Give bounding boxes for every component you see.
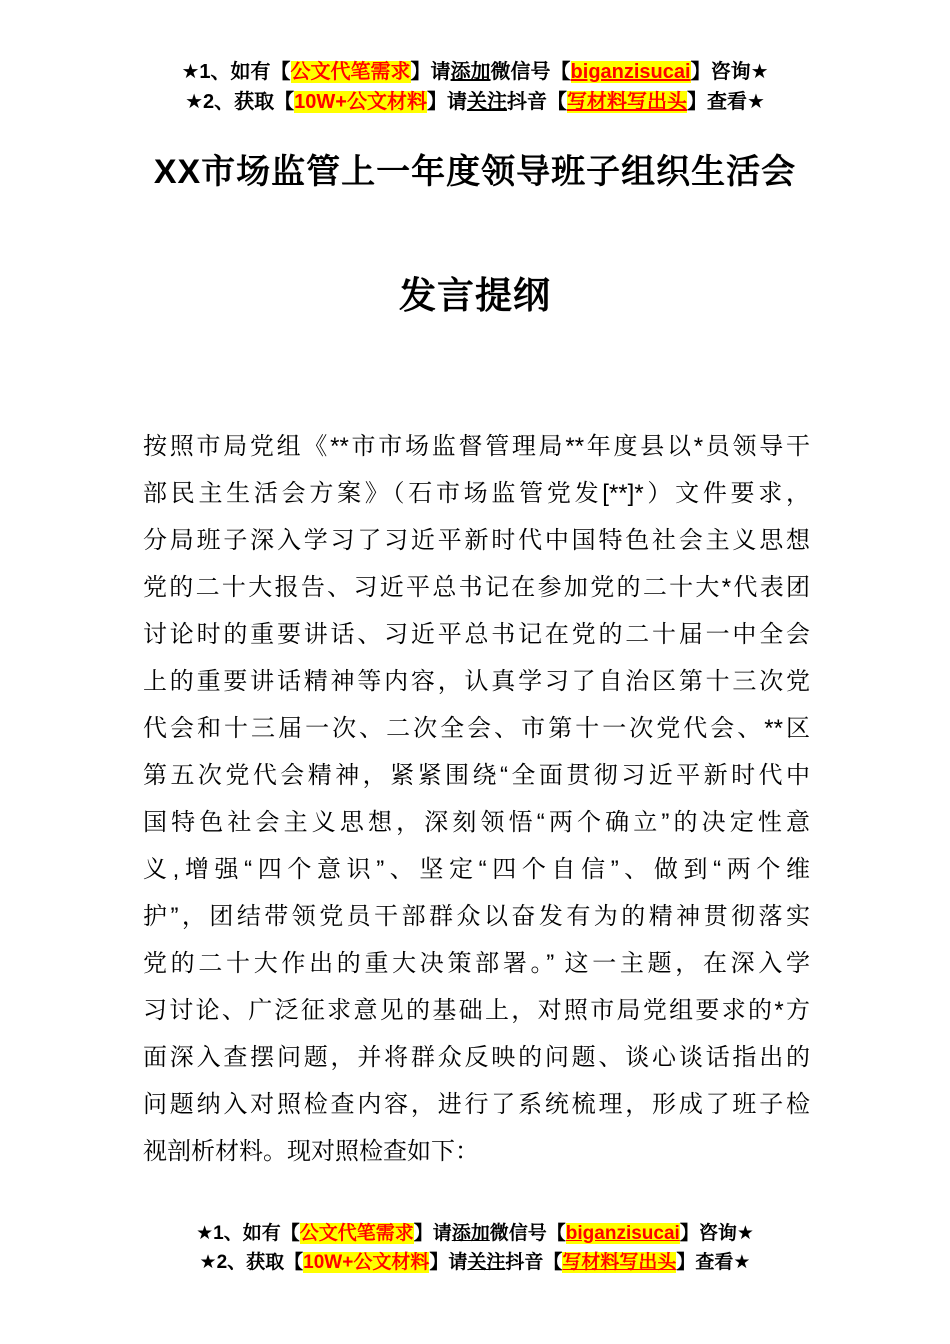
promo-text: 】请 bbox=[413, 1223, 452, 1244]
body-text-line: 代会和十三届一次、二次全会、市第十一次党代会、**区 bbox=[143, 715, 810, 742]
promo-wechat-id: biganzisucai bbox=[565, 1223, 680, 1244]
promo-highlight-term: 公文代笔需求 bbox=[290, 61, 411, 83]
promo-text: 抖音【 bbox=[505, 1252, 563, 1273]
promo-footer-line-2 bbox=[0, 1248, 950, 1277]
promo-text: 微信号【 bbox=[489, 1223, 566, 1244]
promo-footer bbox=[0, 1219, 950, 1277]
promo-text: ★1、如有【 bbox=[196, 1223, 300, 1244]
body-text-line: 习讨论、广泛征求意见的基础上，对照市局党组要求的*方 bbox=[143, 997, 810, 1024]
body-text-line: 分局班子深入学习了习近平新时代中国特色社会主义思想 bbox=[143, 527, 810, 554]
body-text-line: 视剖析材料。现对照检查如下： bbox=[143, 1138, 479, 1165]
document-subtitle: 发言提纲 bbox=[399, 275, 551, 316]
promo-underlined-word: 关注 bbox=[466, 91, 507, 113]
body-text-line: 党的二十大作出的重大决策部署。” 这一主题，在深入学 bbox=[143, 950, 810, 977]
promo-header bbox=[0, 0, 950, 117]
body-text-line: 问题纳入对照检查内容，进行了系统梳理，形成了班子检 bbox=[143, 1091, 810, 1118]
body-text-line: 上的重要讲话精神等内容，认真学习了自治区第十三次党 bbox=[143, 668, 810, 695]
promo-header-line-2 bbox=[0, 87, 950, 117]
promo-wechat-id: biganzisucai bbox=[570, 61, 691, 83]
body-text-line: 护”，团结带领党员干部群众以奋发有为的精神贯彻落实 bbox=[143, 903, 810, 930]
body-text-line: 面深入查摆问题，并将群众反映的问题、谈心谈话指出的 bbox=[143, 1044, 810, 1071]
promo-text: ★1、如有【 bbox=[181, 61, 291, 83]
body-text-line: 第五次党代会精神，紧紧围绕“全面贯彻习近平新时代中 bbox=[143, 762, 810, 789]
body-text-line: 国特色社会主义思想，深刻领悟“两个确立”的决定性意 bbox=[143, 809, 810, 836]
body-text-line: 党的二十大报告、习近平总书记在参加党的二十大*代表团 bbox=[143, 574, 810, 601]
promo-text: ★2、获取【 bbox=[185, 91, 295, 113]
promo-douyin-id: 写材料写出头 bbox=[562, 1252, 677, 1273]
promo-highlight-term: 10W+公文材料 bbox=[303, 1252, 430, 1273]
promo-text: 】查看★ bbox=[676, 1252, 751, 1273]
promo-header-line-1 bbox=[0, 57, 950, 87]
promo-text: ★2、获取【 bbox=[199, 1252, 304, 1273]
promo-underlined-word: 关注 bbox=[467, 1252, 506, 1273]
body-text-line: 部民主生活会方案》（石市场监管党发[**]*）文件要求， bbox=[143, 480, 810, 507]
promo-highlight-term: 公文代笔需求 bbox=[299, 1223, 414, 1244]
promo-text: 】请 bbox=[426, 91, 467, 113]
promo-highlight-term: 10W+公文材料 bbox=[294, 91, 427, 113]
promo-footer-line-1 bbox=[0, 1219, 950, 1248]
document-title: XX市场监管上一年度领导班子组织生活会 bbox=[153, 153, 797, 191]
promo-text: 抖音【 bbox=[506, 91, 567, 113]
body-paragraph bbox=[143, 423, 810, 1175]
promo-text: 】查看★ bbox=[686, 91, 765, 113]
promo-douyin-id: 写材料写出头 bbox=[566, 91, 687, 113]
body-text-line: 按照市局党组《**市市场监督管理局**年度县以*员领导干 bbox=[143, 433, 810, 460]
promo-text: 微信号【 bbox=[490, 61, 571, 83]
promo-underlined-word: 添加 bbox=[451, 1223, 490, 1244]
body-text-line: 义,增强“四个意识”、坚定“四个自信”、做到“两个维 bbox=[143, 856, 810, 883]
promo-text: 】请 bbox=[429, 1252, 468, 1273]
promo-underlined-word: 添加 bbox=[450, 61, 491, 83]
promo-text: 】咨询★ bbox=[679, 1223, 754, 1244]
promo-text: 】请 bbox=[410, 61, 451, 83]
body-text-line: 讨论时的重要讲话、习近平总书记在党的二十届一中全会 bbox=[143, 621, 810, 648]
promo-text: 】咨询★ bbox=[690, 61, 769, 83]
